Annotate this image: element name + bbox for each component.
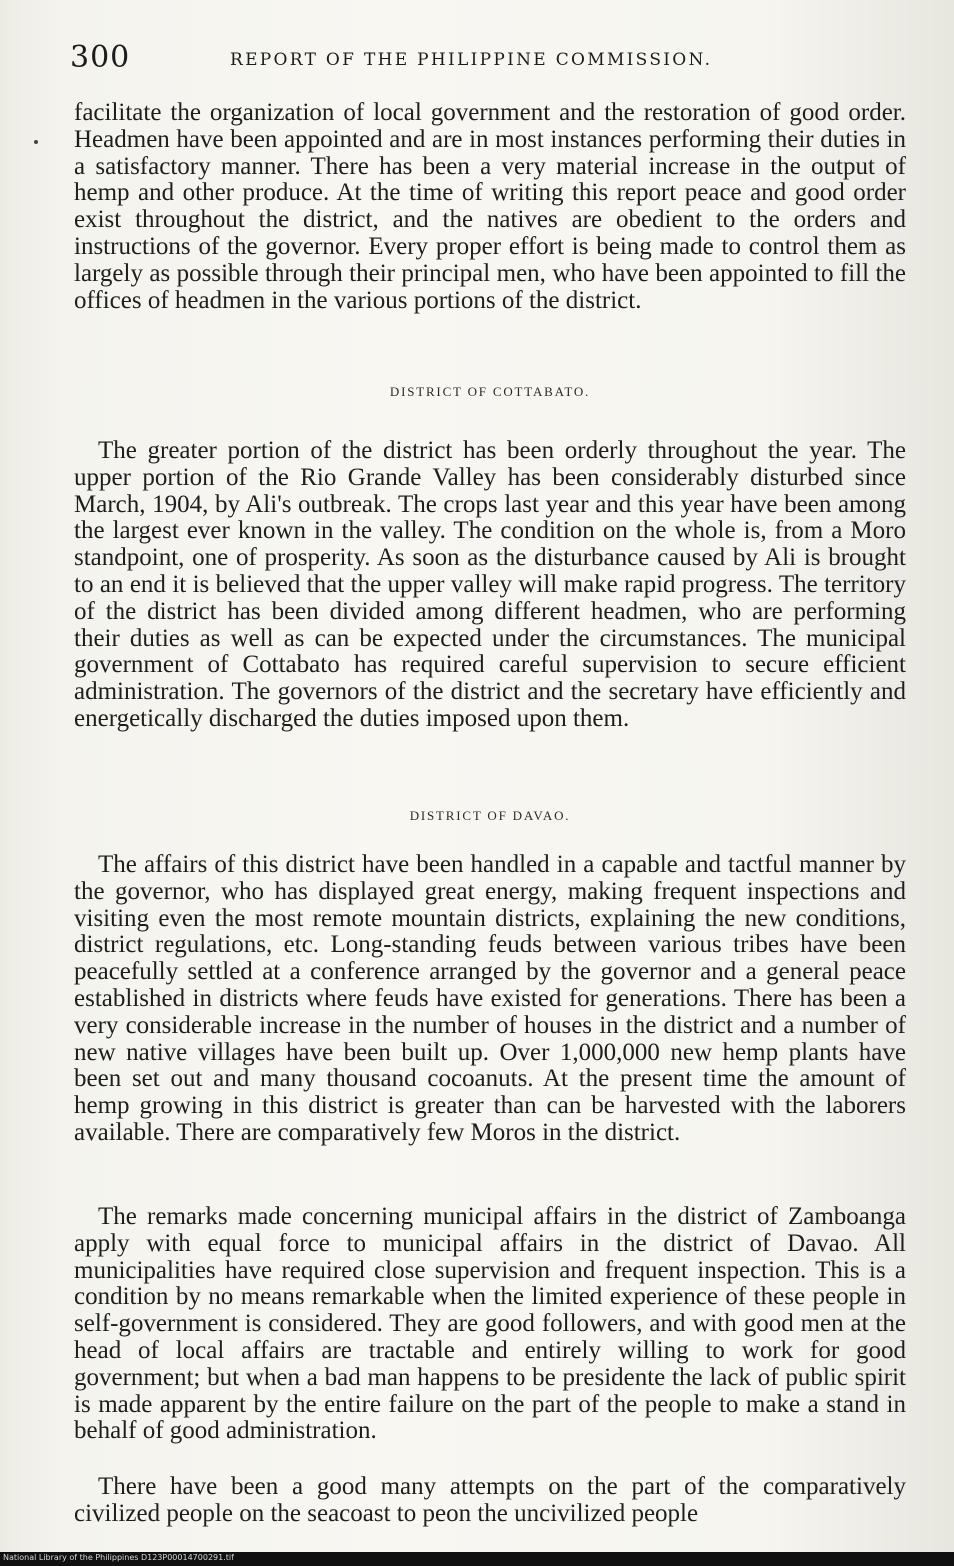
- page-number: 300: [70, 40, 131, 75]
- margin-mark: [34, 140, 38, 144]
- paragraph-davao-3: There have been a good many attempts on the part of the comparatively civilized people on the seacoast to peon the uncivilized people: [74, 1473, 906, 1527]
- page-header: [70, 40, 900, 84]
- paragraph-cottabato: The greater portion of the district has been orderly throughout the year. The upper portion of the Rio Grande Valley has been considerably disturbed since March, 1904, by Ali's outbreak. The crops last year and this year have been among the largest ever known in the valley. The condition on the whole is, from a Moro standpoint, one of prosperity. As soon as the disturbance caused by Ali is brought to an end it is believed that the upper valley will make rapid progress. The territory of the district has been divided among different headmen, who are performing their duties as well as can be expected under the circumstances. The municipal government of Cottabato has required careful supervision to secure efficient administration. The governors of the district and the secretary have efficiently and energetically discharged the duties imposed upon them.: [74, 437, 906, 732]
- paragraph-1: facilitate the organization of local government and the restoration of good order. Headmen have been appointed and are in most instances performing their duties in a satisfactory manner. There has been a very material increase in the output of hemp and other produce. At the time of writing this report peace and good order exist throughout the district, and the natives are obedient to the orders and instructions of the governor. Every proper effort is being made to control them as largely as possible through their principal men, who have been appointed to fill the offices of headmen in the various portions of the district.: [74, 99, 906, 314]
- heading-district-cottabato: DISTRICT OF COTTABATO.: [389, 384, 591, 399]
- scan-footer: [0, 1552, 954, 1566]
- paragraph-davao-2: The remarks made concerning municipal affairs in the district of Zamboanga apply with equal force to municipal affairs in the district of Davao. All municipalities have required close supervision and frequent inspection. This is a condition by no means remarkable when the limited experience of these people in self-government is considered. They are good followers, and with good men at the head of local affairs are tractable and entirely willing to work for good government; but when a bad man happens to be presidente the lack of public spirit is made apparent by the entire failure on the part of the people to make a stand in behalf of good administration.: [74, 1203, 906, 1445]
- running-head: REPORT OF THE PHILIPPINE COMMISSION.: [230, 50, 713, 70]
- heading-district-davao: DISTRICT OF DAVAO.: [409, 808, 571, 823]
- footer-text: National Library of the Philippines D123P00014700291.tif: [3, 1553, 234, 1562]
- page-body: [74, 100, 906, 1528]
- paragraph-davao-1: The affairs of this district have been handled in a capable and tactful manner by the governor, who has displayed great energy, making frequent inspections and visiting even the most remote mountain districts, explaining the new conditions, district regulations, etc. Long-standing feuds between various tribes have been peacefully settled at a conference arranged by the governor and a general peace established in districts where feuds have existed for generations. There has been a very considerable increase in the number of houses in the district and a number of new native villages have been built up. Over 1,000,000 new hemp plants have been set out and many thousand cocoanuts. At the present time the amount of hemp growing in this district is greater than can be harvested with the laborers available. There are comparatively few Moros in the district.: [74, 851, 906, 1146]
